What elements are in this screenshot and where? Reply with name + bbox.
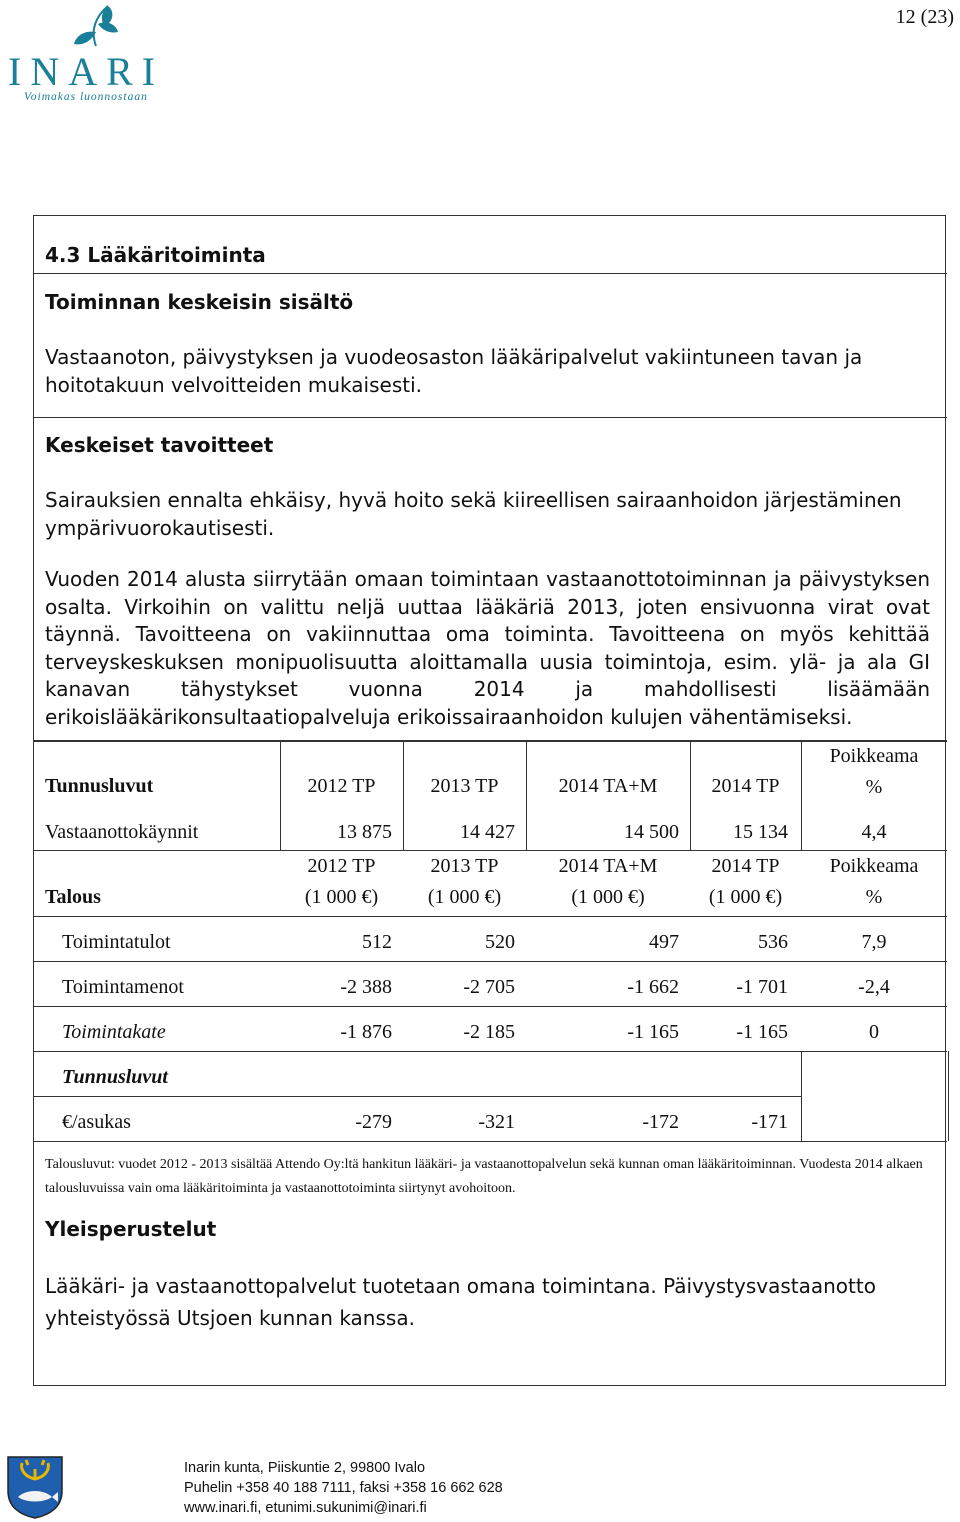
col-header-2014-tp: 2014 TP <box>711 775 780 797</box>
page-number: 12 (23) <box>895 6 954 28</box>
table-cell: 536 <box>758 931 788 953</box>
table-cell: -1 876 <box>340 1021 392 1043</box>
table-cell: -1 662 <box>627 976 679 998</box>
col-header-percent: % <box>865 886 883 908</box>
table-cell: 512 <box>362 931 392 953</box>
row-label-income: Toimintatulot <box>62 931 171 953</box>
col-header-year: 2013 TP <box>430 855 499 877</box>
footer-address: Inarin kunta, Piiskuntie 2, 99800 Ivalo <box>184 1460 426 1476</box>
basis-text: Lääkäri- ja vastaanottopalvelut tuotetaan omana toimintana. Päivystysvastaanotto yhteistyössä Utsjoen kunnan kanssa. <box>45 1274 876 1330</box>
table-cell: 15 134 <box>733 821 788 843</box>
table-cell: -321 <box>478 1111 515 1133</box>
table-cell: 14 427 <box>460 821 515 843</box>
table-cell: -172 <box>642 1111 679 1133</box>
column-rule <box>801 1051 802 1141</box>
divider <box>33 1141 947 1142</box>
col-header-year: 2012 TP <box>307 855 376 877</box>
table2-label: Talous <box>45 886 101 908</box>
col-header-unit: (1 000 €) <box>708 886 783 908</box>
content-text: Vastaanoton, päivystyksen ja vuodeosaston lääkäripalvelut vakiintuneen tavan ja hoitotakuun velvoitteiden mukaisesti. <box>45 345 863 397</box>
table-cell: 497 <box>649 931 679 953</box>
goals-paragraph-2: Vuoden 2014 alusta siirrytään omaan toimintaan vastaanottotoiminnan ja päivystyksen osalta. Virkoihin on valittu neljä uuttaa lääkäriä 2013, joten ensivuonna virat ovat täynnä. Tavoitteena on vakiinnuttaa oma toiminta. Tavoitteena on myös kehittää terveyskeskuksen monipuolisuutta aloittamalla uusia toimintoja, esim. ylä- ja ala GI kanavan tähystykset vuonna 2014 ja mahdollisesti lisäämään erikoislääkärikonsultaatiopalveluja erikoissairaanhoidon kulujen vähentämiseksi. <box>45 567 930 729</box>
column-rule <box>948 1051 949 1141</box>
divider <box>33 1006 947 1007</box>
coat-of-arms-icon <box>6 1455 64 1519</box>
table-cell: -1 701 <box>736 976 788 998</box>
col-header-unit: (1 000 €) <box>427 886 502 908</box>
col-header-2014-tam: 2014 TA+M <box>558 775 658 797</box>
logo-tagline: Voimakas luonnostaan <box>24 91 148 103</box>
col-header-year: 2014 TA+M <box>558 855 658 877</box>
logo-wordmark: INARI <box>8 49 165 94</box>
basis-heading: Yleisperustelut <box>45 1217 217 1241</box>
table-cell: 14 500 <box>624 821 679 843</box>
footer-web: www.inari.fi, etunimi.sukunimi@inari.fi <box>184 1500 427 1516</box>
row-label-expenses: Toimintamenot <box>62 976 184 998</box>
col-header-2013: 2013 TP <box>430 775 499 797</box>
table-cell: -171 <box>751 1111 788 1133</box>
section-title: 4.3 Lääkäritoiminta <box>45 243 266 267</box>
table-cell: -2 705 <box>463 976 515 998</box>
table-cell: 13 875 <box>337 821 392 843</box>
table-cell: -2 185 <box>463 1021 515 1043</box>
content-heading: Toiminnan keskeisin sisältö <box>45 290 354 314</box>
col-header-percent: % <box>865 776 883 798</box>
row-label-margin: Toimintakate <box>62 1021 166 1043</box>
footer-phone: Puhelin +358 40 188 7111, faksi +358 16 662 628 <box>184 1480 503 1496</box>
footer-contact <box>184 1458 503 1518</box>
footnote: Talousluvut: vuodet 2012 - 2013 sisältää Attendo Oy:ltä hankitun lääkäri- ja vastaanottopalvelun sekä kunnan oman lääkäritoiminnan. Vuodesta 2014 alkaen talousluvuissa vain oma lääkäritoiminta ja vastaanottotoiminta siirtynyt avohoitoon. <box>45 1157 923 1196</box>
table-cell: 4,4 <box>861 821 887 843</box>
table-cell: -2,4 <box>858 976 890 998</box>
table-cell: 520 <box>485 931 515 953</box>
col-header-deviation: Poikkeama <box>829 745 919 767</box>
col-header-2012: 2012 TP <box>307 775 376 797</box>
row-label-per-capita: €/asukas <box>62 1111 131 1133</box>
divider <box>33 961 947 962</box>
divider <box>33 1051 947 1052</box>
divider <box>33 273 947 274</box>
sub-table-label: Tunnusluvut <box>62 1066 168 1088</box>
row-label-visits: Vastaanottokäynnit <box>45 821 199 843</box>
divider <box>33 1096 801 1097</box>
table-cell: -1 165 <box>627 1021 679 1043</box>
goals-heading: Keskeiset tavoitteet <box>45 433 274 457</box>
col-header-unit: (1 000 €) <box>571 886 645 908</box>
table1-label: Tunnusluvut <box>45 775 154 797</box>
divider <box>33 417 947 418</box>
col-header-year: 2014 TP <box>711 855 780 877</box>
table-cell: 7,9 <box>861 931 887 953</box>
col-header-deviation: Poikkeama <box>829 855 919 877</box>
table-cell: -1 165 <box>736 1021 788 1043</box>
col-header-unit: (1 000 €) <box>304 886 379 908</box>
goals-paragraph-1: Sairauksien ennalta ehkäisy, hyvä hoito sekä kiireellisen sairaanhoidon järjestäminen ympärivuorokautisesti. <box>45 488 902 540</box>
table-cell: -279 <box>355 1111 392 1133</box>
inari-logo <box>4 2 189 107</box>
table-cell: 0 <box>869 1021 879 1043</box>
table-cell: -2 388 <box>340 976 392 998</box>
divider <box>33 916 947 917</box>
